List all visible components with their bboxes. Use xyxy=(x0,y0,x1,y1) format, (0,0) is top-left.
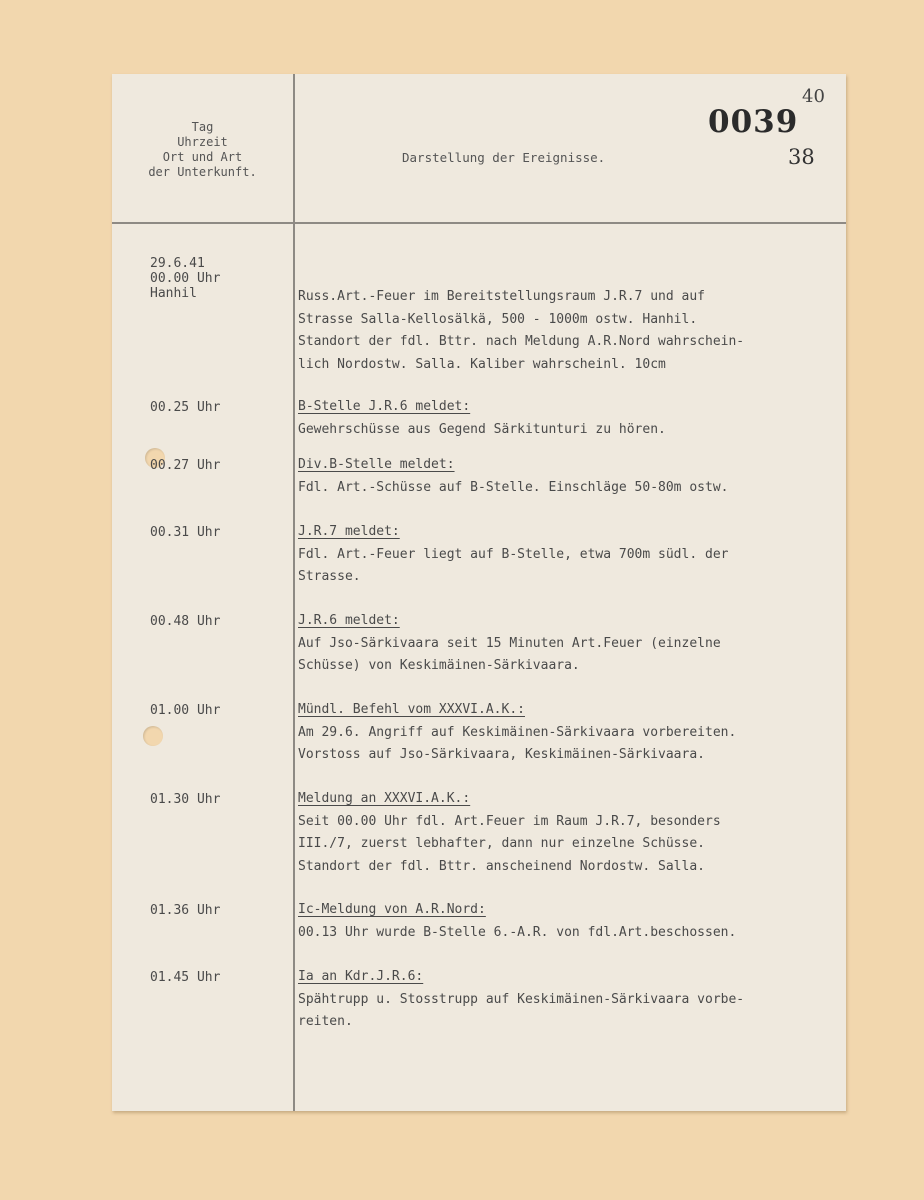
punch-hole-bottom xyxy=(143,726,163,746)
entry-time: 01.00 Uhr xyxy=(150,703,221,718)
entry-line: III./7, zuerst lebhafter, dann nur einzelne Schüsse. xyxy=(298,836,705,851)
entry xyxy=(298,396,828,441)
entry-time: 00.48 Uhr xyxy=(150,614,221,629)
entry-line: Standort der fdl. Bttr. nach Meldung A.R.Nord wahrschein- xyxy=(298,334,745,349)
entry-line: Auf Jso-Särkivaara seit 15 Minuten Art.Feuer (einzelne xyxy=(298,635,721,651)
entry-line: Strasse Salla-Kellosälkä, 500 - 1000m ostw. Hanhil. xyxy=(298,311,698,327)
entry-heading: Ia an Kdr.J.R.6: xyxy=(298,969,424,984)
entry-line: Strasse. xyxy=(298,569,361,584)
page-number-sub: 38 xyxy=(788,145,815,169)
entry-line: Fdl. Art.-Feuer liegt auf B-Stelle, etwa 700m südl. der xyxy=(298,546,729,562)
entry-line: Fdl. Art.-Schüsse auf B-Stelle. Einschläge 50-80m ostw. xyxy=(298,479,729,495)
entry-time: 01.36 Uhr xyxy=(150,903,221,918)
entry xyxy=(298,286,828,376)
entry xyxy=(298,966,828,1034)
entry-heading: B-Stelle J.R.6 meldet: xyxy=(298,399,471,414)
entry-line: Schüsse) von Keskimäinen-Särkivaara. xyxy=(298,658,580,673)
entry-heading: J.R.7 meldet: xyxy=(298,524,400,539)
entry xyxy=(298,454,828,499)
entry-heading: Mündl. Befehl vom XXXVI.A.K.: xyxy=(298,702,525,717)
entry-line: Vorstoss auf Jso-Särkivaara, Keskimäinen-Särkivaara. xyxy=(298,747,705,762)
entry-heading: Ic-Meldung von A.R.Nord: xyxy=(298,902,486,917)
entry-line: Standort der fdl. Bttr. anscheinend Nordostw. Salla. xyxy=(298,858,705,874)
first-time-block: 29.6.41 00.00 Uhr Hanhil xyxy=(150,256,221,301)
document-page xyxy=(112,74,846,1111)
column-header-right: Darstellung der Ereignisse. xyxy=(402,150,606,165)
entry-line: Am 29.6. Angriff auf Keskimäinen-Särkivaara vorbereiten. xyxy=(298,724,737,740)
entry-line: Russ.Art.-Feuer im Bereitstellungsraum J.R.7 und auf xyxy=(298,289,705,304)
header-divider xyxy=(112,222,846,224)
entry-heading: J.R.6 meldet: xyxy=(298,613,400,628)
archive-stamp-number: 0039 xyxy=(708,104,799,140)
entry-time: 01.30 Uhr xyxy=(150,792,221,807)
entry-line: Seit 00.00 Uhr fdl. Art.Feuer im Raum J.R.7, besonders xyxy=(298,813,721,829)
entry xyxy=(298,521,828,589)
entry-line: 00.13 Uhr wurde B-Stelle 6.-A.R. von fdl.Art.beschossen. xyxy=(298,924,737,940)
entry xyxy=(298,699,828,767)
entry-line: lich Nordostw. Salla. Kaliber wahrscheinl. 10cm xyxy=(298,356,666,372)
entry-time: 00.27 Uhr xyxy=(150,458,221,473)
entry-time: 00.31 Uhr xyxy=(150,525,221,540)
entry xyxy=(298,899,828,944)
entry-time: 00.25 Uhr xyxy=(150,400,221,415)
entry-line: reiten. xyxy=(298,1014,353,1029)
entry xyxy=(298,610,828,678)
entry-time: 01.45 Uhr xyxy=(150,970,221,985)
entry-heading: Div.B-Stelle meldet: xyxy=(298,457,455,472)
entry-line: Gewehrschüsse aus Gegend Särkitunturi zu hören. xyxy=(298,421,666,437)
column-divider xyxy=(293,74,295,1111)
entry-line: Spähtrupp u. Stosstrupp auf Keskimäinen-Särkivaara vorbe- xyxy=(298,991,745,1007)
page-number-top: 40 xyxy=(802,86,825,107)
column-header-left: Tag Uhrzeit Ort und Art der Unterkunft. xyxy=(148,120,257,179)
entry-heading: Meldung an XXXVI.A.K.: xyxy=(298,791,471,806)
entry xyxy=(298,788,828,878)
